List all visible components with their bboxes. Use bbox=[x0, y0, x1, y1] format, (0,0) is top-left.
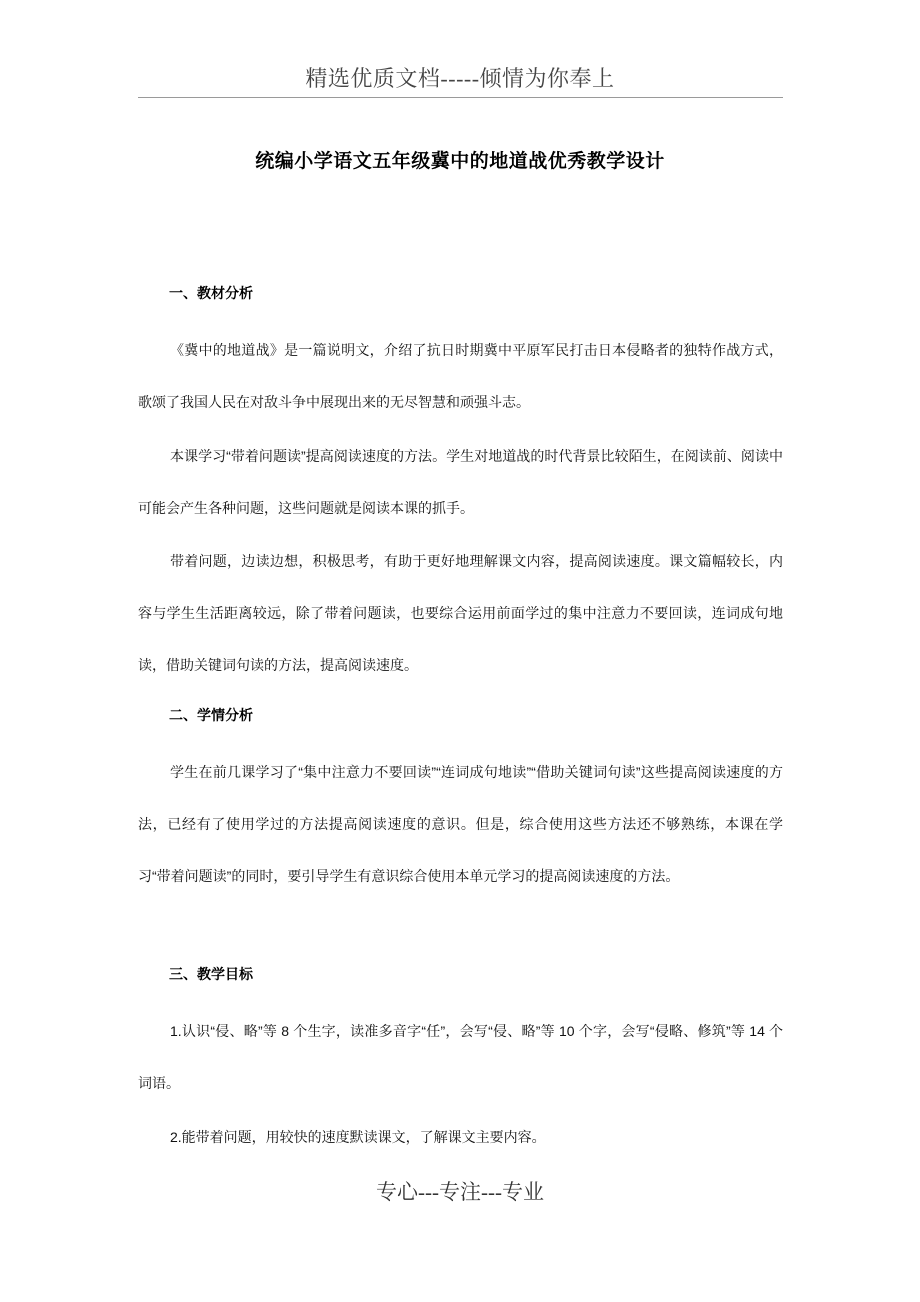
document-title: 统编小学语文五年级冀中的地道战优秀教学设计 bbox=[255, 151, 665, 172]
header-divider bbox=[138, 97, 783, 98]
page-header: 精选优质文档-----倾情为你奉上 bbox=[305, 66, 615, 91]
section-heading-teaching-objectives: 三、教学目标 bbox=[169, 966, 253, 982]
paragraph: 学生在前几课学习了“集中注意力不要回读”“连词成句地读”“借助关键词句读”这些提高阅读速度的方法，已经有了使用学过的方法提高阅读速度的意识。但是，综合使用这些方法还不够熟练，本课在学习“带着问题读”的同时，要引导学生有意识综合使用本单元学习的提高阅读速度的方法。 bbox=[138, 764, 783, 884]
paragraph: 带着问题，边读边想，积极思考，有助于更好地理解课文内容，提高阅读速度。课文篇幅较长，内容与学生生活距离较远，除了带着问题读，也要综合运用前面学过的集中注意力不要回读，连词成句地读，借助关键词句读的方法，提高阅读速度。 bbox=[138, 553, 783, 673]
paragraph: 《冀中的地道战》是一篇说明文，介绍了抗日时期冀中平原军民打击日本侵略者的独特作战方式，歌颂了我国人民在对敌斗争中展现出来的无尽智慧和顽强斗志。 bbox=[138, 342, 783, 410]
objective-item: 2.能带着问题，用较快的速度默读课文，了解课文主要内容。 bbox=[170, 1129, 546, 1145]
objective-item: 1.认识“侵、略”等 8 个生字，读准多音字“任”，会写“侵、略”等 10 个字，会写“侵略、修筑”等 14 个词语。 bbox=[138, 1023, 783, 1091]
paragraph: 本课学习“带着问题读”提高阅读速度的方法。学生对地道战的时代背景比较陌生，在阅读前、阅读中可能会产生各种问题，这些问题就是阅读本课的抓手。 bbox=[138, 448, 783, 516]
section-heading-textbook-analysis: 一、教材分析 bbox=[169, 285, 253, 301]
page-footer: 专心---专注---专业 bbox=[376, 1180, 544, 1204]
section-heading-student-analysis: 二、学情分析 bbox=[169, 707, 253, 723]
